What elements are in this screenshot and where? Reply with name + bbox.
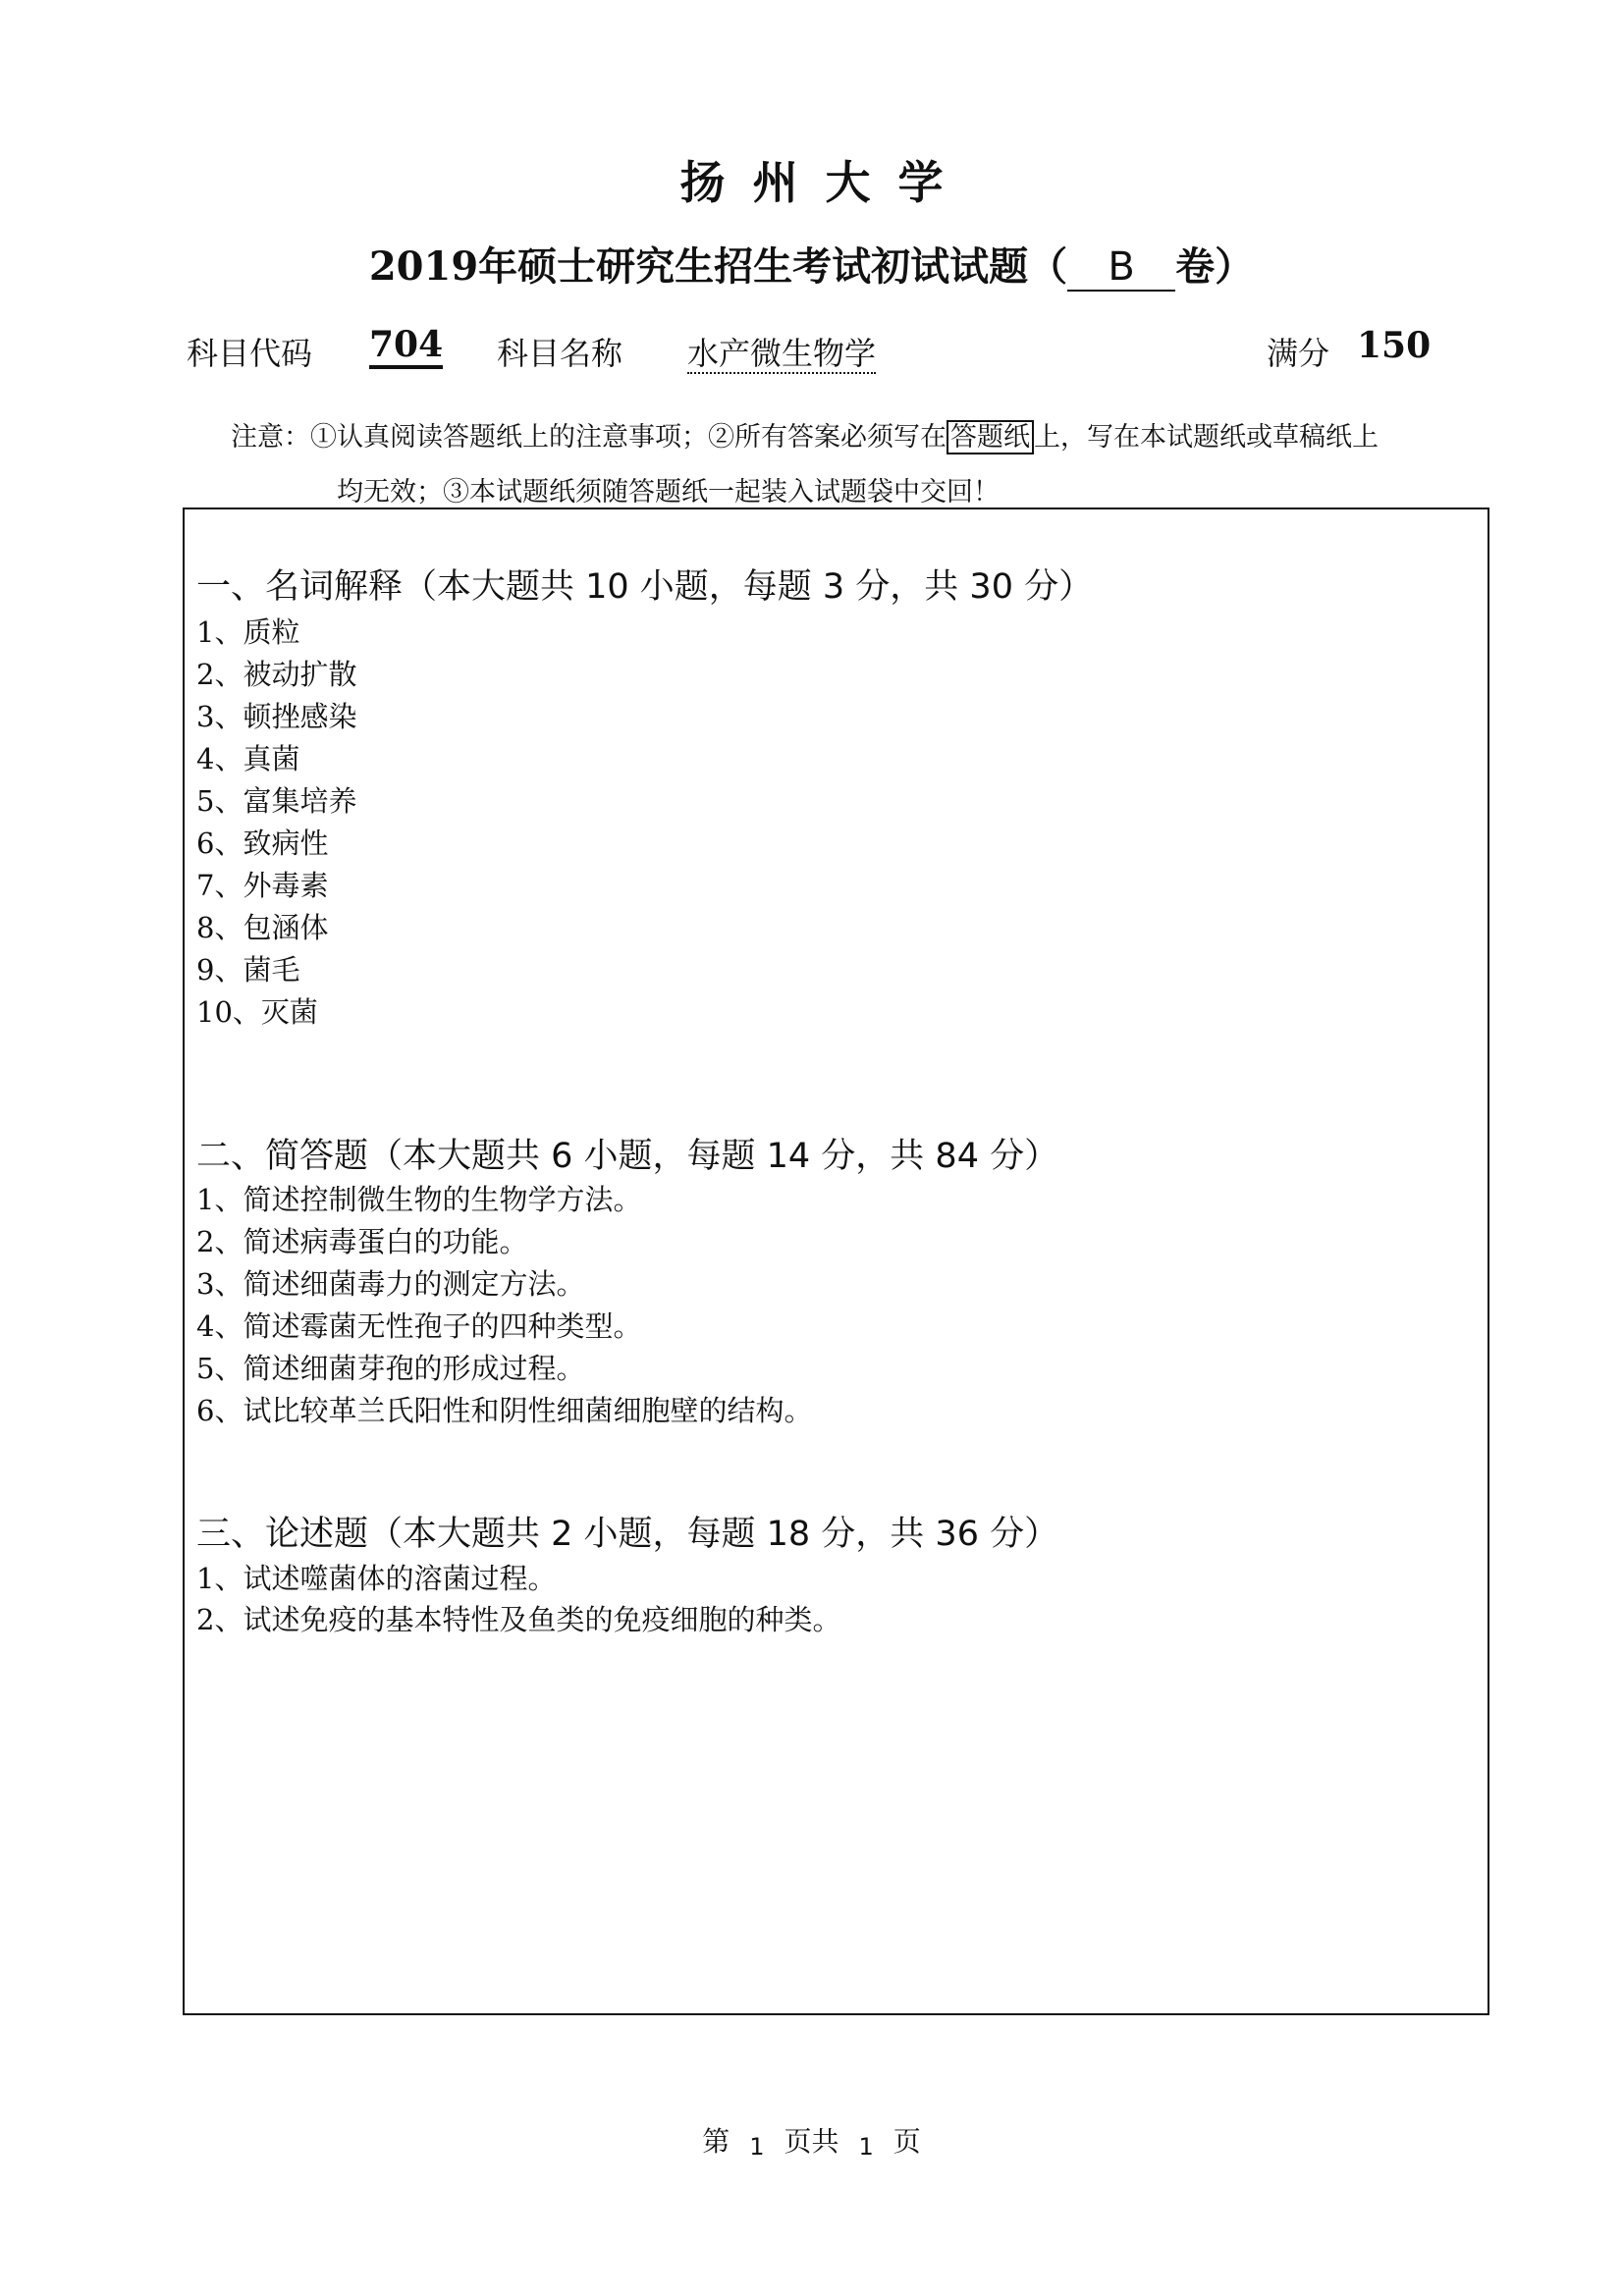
- question-item: 9、菌毛: [196, 953, 300, 987]
- total-pages: 1: [858, 2133, 874, 2161]
- question-item: 6、试比较革兰氏阳性和阴性细菌细胞壁的结构。: [196, 1394, 813, 1427]
- answer-sheet-boxed: 答题纸: [947, 420, 1034, 454]
- subject-name-value: 水产微生物学: [687, 335, 877, 372]
- subject-name-label: 科目名称: [497, 335, 623, 372]
- exam-title: [0, 236, 1623, 292]
- question-item: 3、顿挫感染: [196, 700, 357, 733]
- section-heading: 二、简答题（本大题共 6 小题，每题 14 分，共 84 分）: [196, 1137, 1059, 1176]
- university-name: 扬州大学: [679, 156, 971, 209]
- subject-code-label: 科目代码: [187, 335, 313, 372]
- full-score-label: 满分: [1267, 335, 1330, 372]
- question-item: 10、灭菌: [196, 995, 318, 1029]
- question-item: 2、简述病毒蛋白的功能。: [196, 1225, 528, 1258]
- subject-code-value: 704: [369, 324, 443, 365]
- section-heading: 三、论述题（本大题共 2 小题，每题 18 分，共 36 分）: [196, 1515, 1059, 1554]
- exam-title-suffix: 卷）: [1175, 243, 1255, 290]
- question-item: 1、简述控制微生物的生物学方法。: [196, 1183, 642, 1216]
- paper-version: B: [1067, 244, 1175, 292]
- question-item: 2、被动扩散: [196, 658, 357, 691]
- current-page: 1: [749, 2133, 765, 2161]
- notice-line-2: 均无效；③本试题纸须随答题纸一起装入试题袋中交回！: [337, 477, 1000, 507]
- notice-line-1: 注意：①认真阅读答题纸上的注意事项；②所有答案必须写在 答题纸 上，写在本试题纸或草稿纸上: [231, 422, 1379, 453]
- question-item: 7、外毒素: [196, 869, 329, 902]
- question-item: 5、富集培养: [196, 784, 357, 818]
- question-item: 5、简述细菌芽孢的形成过程。: [196, 1352, 585, 1385]
- question-item: 2、试述免疫的基本特性及鱼类的免疫细胞的种类。: [196, 1603, 841, 1636]
- question-frame: [183, 507, 1489, 2015]
- question-item: 8、包涵体: [196, 911, 329, 944]
- question-item: 4、简述霉菌无性孢子的四种类型。: [196, 1309, 642, 1343]
- question-item: 1、试述噬菌体的溶菌过程。: [196, 1562, 557, 1595]
- exam-title-prefix: 2019年硕士研究生招生考试初试试题（: [368, 243, 1068, 290]
- full-score-value: 150: [1357, 325, 1432, 366]
- question-item: 3、简述细菌毒力的测定方法。: [196, 1267, 585, 1301]
- question-item: 4、真菌: [196, 742, 300, 775]
- question-item: 1、质粒: [196, 615, 300, 649]
- section-heading: 一、名词解释（本大题共 10 小题，每题 3 分，共 30 分）: [196, 567, 1094, 607]
- page-footer: 第 1 页共 1 页: [702, 2125, 921, 2161]
- question-item: 6、致病性: [196, 827, 329, 860]
